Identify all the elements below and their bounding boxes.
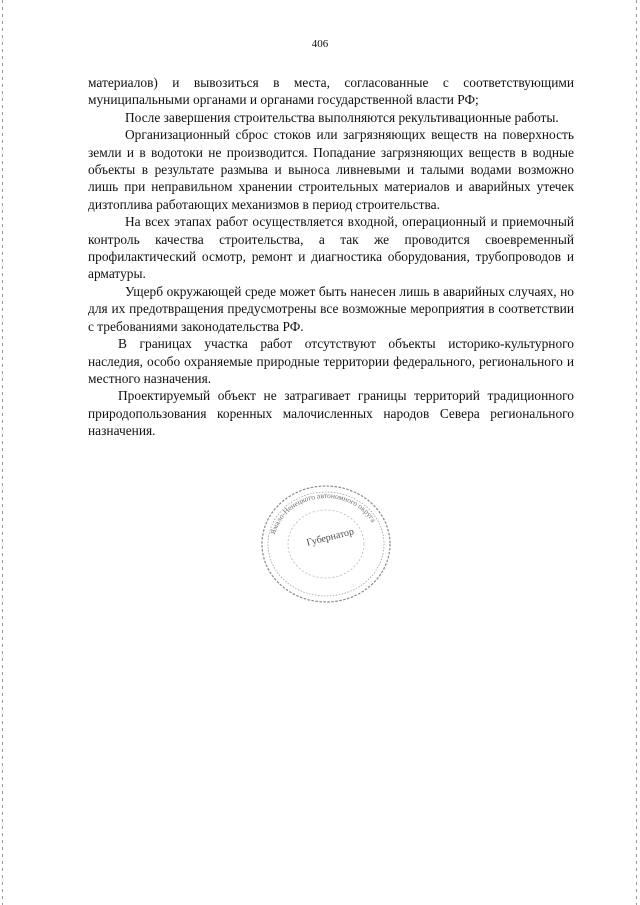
paragraph-quality-control: На всех этапах работ осуществляется входной, операционный и приемочный контроль качества строительства, а так же проводится своевременный профилактический осмотр, ремонт и диагностика оборудования, трубопроводов и арматуры.	[88, 214, 574, 282]
stamp-center-text: Губернатор	[305, 526, 356, 549]
paragraph-discharge: Организационный сброс стоков или загрязняющих веществ на поверхность земли и в водотоки не производится. Попадание загрязняющих веществ в водные объекты в результате размыва и выноса ливневыми и талыми водами возможно лишь при неправильном хранении строительных материалов и аварийных утечек дизтоплива работающих механизмов в период строительства.	[88, 127, 574, 212]
stamp-ring-text: Ямало-Ненецкого автономного округа	[268, 490, 379, 536]
left-page-edge	[2, 0, 3, 905]
paragraph-heritage: В границах участка работ отсутствуют объекты историко-культурного наследия, особо охраняемые природные территории федерального, регионального и местного назначения.	[88, 336, 574, 386]
paragraph-traditional-land-use: Проектируемый объект не затрагивает границы территорий традиционного природопользования коренных малочисленных народов Севера регионального назначения.	[88, 388, 574, 439]
paragraph-continuation: материалов) и вывозиться в места, согласованные с соответствующими муниципальными органами и органами государственной власти РФ;	[88, 75, 574, 108]
paragraph-recultivation: После завершения строительства выполняются рекультивационные работы.	[125, 109, 559, 125]
right-page-edge	[636, 0, 637, 905]
official-stamp	[258, 481, 394, 607]
paragraph-damage: Ущерб окружающей среде может быть нанесен лишь в аварийных случаях, но для их предотвращения предусмотрены все возможные мероприятия в соответствии с требованиями законодательства РФ.	[88, 283, 574, 334]
document-body	[88, 74, 574, 440]
page-number: 406	[311, 38, 329, 50]
stamp-graphic	[258, 481, 394, 607]
